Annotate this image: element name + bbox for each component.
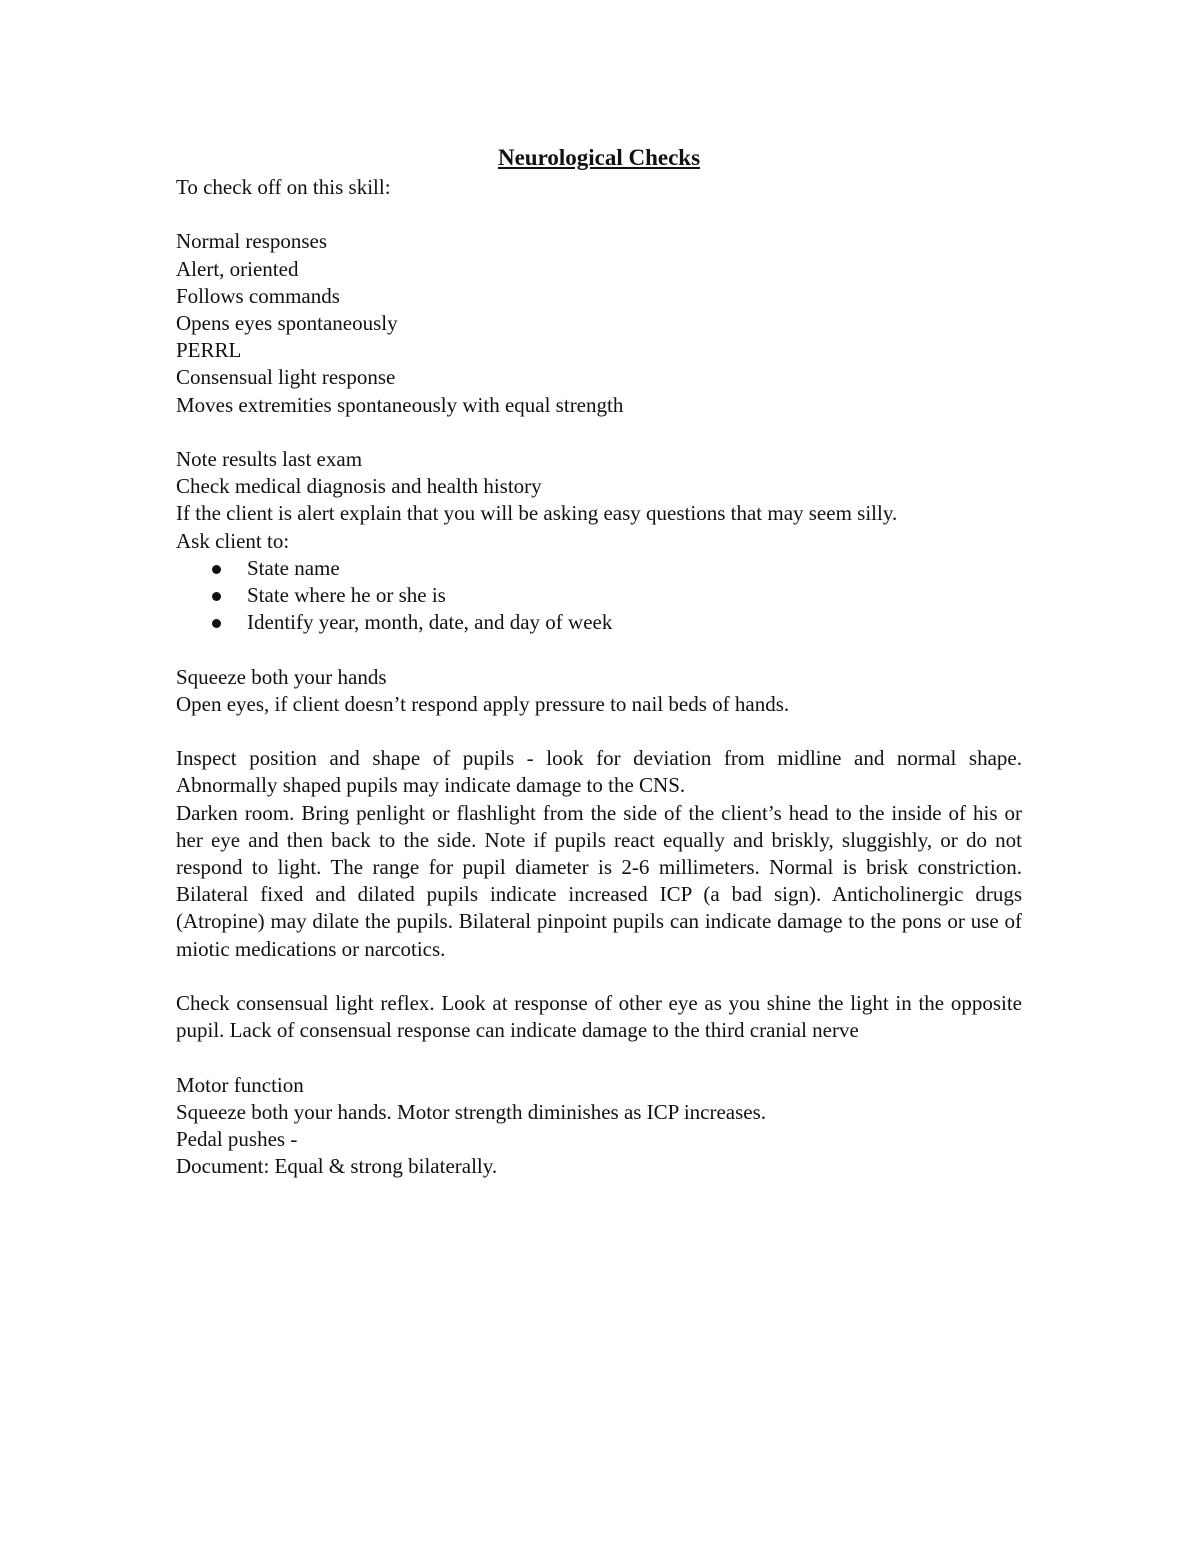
document-title: Neurological Checks [497,145,701,170]
ask-client-item-text: State where he or she is [247,583,446,608]
normal-response-item: Follows commands [176,283,340,308]
spacer [176,1044,1022,1071]
alert-paragraph: If the client is alert explain that you will be asking easy questions that may seem silly. [176,501,898,526]
spacer [176,963,1022,990]
spacer [176,718,1022,745]
pupil-section [176,745,1022,963]
normal-response-item: PERRL [176,338,242,363]
darken-room-paragraph: Darken room. Bring penlight or flashlight from the side of the client’s head to the inside of his or her eye and then back to the side. Note if pupils react equally and briskly, sluggishly, or do not respond to light. The range for pupil diameter is 2-6 millimeters. Normal is brisk constriction. Bilateral fixed and dilated pupils indicate increased ICP (a bad sign). Anticholinergic drugs (Atropine) may dilate the pupils. Bilateral pinpoint pupils can indicate damage to the pons or use of miotic medications or narcotics. [176,800,1022,961]
bullet-icon [212,619,221,628]
prep-line: Note results last exam [176,447,363,471]
squeeze-section [176,664,1022,718]
ask-client-item [176,582,1022,609]
motor-line: Document: Equal & strong bilaterally. [176,1154,498,1179]
intro-line: To check off on this skill: [176,175,391,199]
inspect-paragraph: Inspect position and shape of pupils - look for deviation from midline and normal shape. Abnormally shaped pupils may indicate damage to the CNS. [176,746,1022,798]
motor-section [176,1072,1022,1181]
spacer [176,201,1022,228]
spacer [176,636,1022,663]
ask-client-item-text: Identify year, month, date, and day of week [247,610,613,635]
ask-client-item-text: State name [247,555,340,580]
normal-responses-section [176,228,1022,418]
spacer [176,419,1022,446]
squeeze-line: Squeeze both your hands [176,664,387,689]
consensual-paragraph: Check consensual light reflex. Look at response of other eye as you shine the light in the opposite pupil. Lack of consensual response can indicate damage to the third cranial nerve [176,991,1022,1043]
squeeze-line: Open eyes, if client doesn’t respond apply pressure to nail beds of hands. [176,691,790,716]
normal-response-item: Moves extremities spontaneously with equal strength [176,392,624,417]
motor-heading: Motor function [176,1072,304,1097]
assessment-prep-section [176,446,1022,636]
prep-line: Check medical diagnosis and health history [176,474,542,499]
bullet-icon [212,592,221,601]
motor-line: Pedal pushes - [176,1127,298,1152]
normal-response-item: Alert, oriented [176,256,299,281]
motor-line: Squeeze both your hands. Motor strength diminishes as ICP increases. [176,1099,767,1124]
ask-client-item [176,609,1022,636]
document-body [176,142,1022,1180]
ask-client-list [176,555,1022,637]
bullet-icon [212,565,221,574]
ask-client-label: Ask client to: [176,528,290,553]
normal-responses-heading: Normal responses [176,229,328,254]
normal-response-item: Consensual light response [176,365,396,390]
ask-client-item [176,555,1022,582]
normal-response-item: Opens eyes spontaneously [176,311,398,335]
